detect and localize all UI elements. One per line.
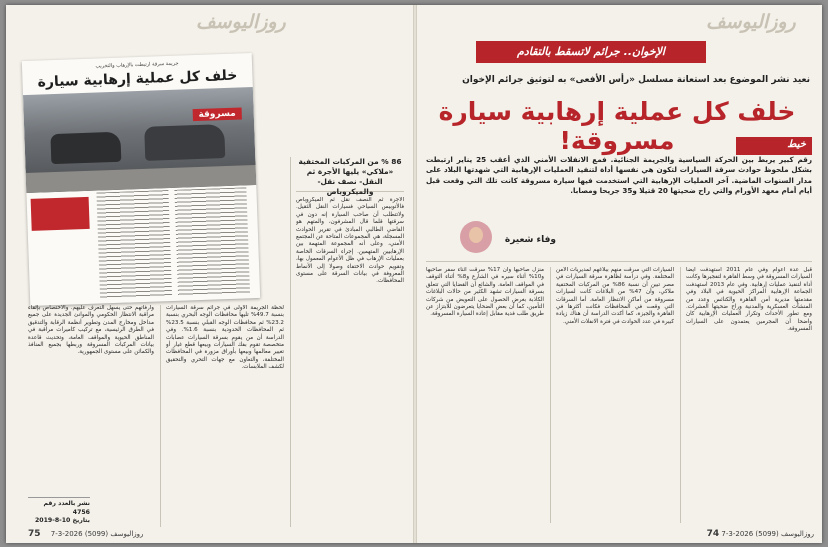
left-column-2: لحظة الجريمة الأولى في جرائم سرقة السيارات بنسبة 49.7% تليها محافظات الوجه البحري بنسبة 23.2% ثم محافظات الوجه القبلي بنسبة 23.5% ثم المحافظات الحدودية بنسبة 1.6%. وفي الدراسة أن من يقوم بسرقة السيارات عصابات متخصصة تقوم بفك السيارات وبيعها قطع غيار أو تغيير معالمها وبيعها بأوراق مزورة في المحافظات المختلفة، والتعاون مع جهات التحري والتحقيق لكشف الملابسات.	[166, 305, 284, 371]
author-name: وفاء شعيرة	[504, 235, 556, 245]
right-column-3: منزل صاحبها وأن 17% سرقت أثناء سفر صاحبها و10% أثناء سيره في الشارع و8% أثناء التوقف في المواقف العامة. والشائع أن القضايا التي تتعلق بسرقة السيارات تشهد الكثير من حالات البلاغات الكاذبة بغرض الحصول على التعويض من شركات التأمين، كما أن بعض الضحايا يتعرضون للابتزاز عن طريق طلب فدية مقابل إعادة السيارة المسروقة.	[426, 267, 544, 318]
byline-divider	[426, 261, 812, 262]
author-photo	[460, 221, 492, 253]
right-footer-text: روزاليوسف (5099) 2026-3-7	[721, 530, 814, 538]
clipping-text-column	[174, 187, 250, 295]
page-number-right: 74	[706, 529, 720, 539]
clipping-text-column	[96, 190, 172, 298]
right-column-1: قبل عدة أعوام وفي عام 2011 استهدفت أيضا السيارات المسروقة في وسط القاهرة لتفجيرها وكانت أداة لتنفيذ عمليات إرهابية. وفي عام 2013 استهدفت الجماعة الإرهابية المراكز الحيوية في البلاد وفي مقدمتها مديرية أمن القاهرة والكنائس وعدد من المنشآت العسكرية والمدنية وراح ضحيتها العشرات. ومع تطور الأحداث وتكرار العمليات الإرهابية كان واضحا أن المجرمين يعتمدون على السيارات المسروقة.	[686, 267, 812, 333]
magazine-spread	[6, 5, 822, 543]
issue-info	[28, 497, 90, 526]
clipping-kicker: جريمة سرقة ارتبطت بالإرهاب والتخريب	[95, 60, 179, 70]
highlight-line-1: 86 % من المركبات المختفية	[298, 157, 402, 166]
highlight-line-2: «ملاكي» يليها الأجرة ثم	[306, 167, 394, 176]
highlight-line-3: النقل- نصف نقل- والميكروباص	[317, 177, 383, 196]
article-tag	[736, 137, 812, 155]
left-page-footer	[28, 529, 398, 541]
magazine-logo: روزاليوسف	[196, 11, 286, 33]
clipping-red-label: مسروقة	[192, 107, 242, 121]
left-column-1: الأجرة ثم النصف نقل ثم الميكروباص فالأتوبيس السياحي فسيارات النقل الثقيل. ولاتتطلب أن صاحب السيارة إنه دون في سرقتها قلما قال المشرفون، والمتهم هو القاضي الطالبي المبادئ في تقرير الحوادث المسجلة، هي المجموعات المتاحة عن المجتمع الأمني، وعلى أنه المجموعة المتهمة بين الإرهابيين المتهمين. إجراء السرقات الخاصة بعمليات الإرهاب في ظل الأعوام المعمول بها، وتقويم حوادث الاختفاء وصولا إلى الأنماط المعروفة في بيانات السرقة على مستوى المحافظات.	[296, 197, 404, 285]
article-lead: رقم كبير يربط بين الحركة السياسية والجريمة الجنائية. فمع الانفلات الأمني الذي أعقب 25 يناير ارتبطت بشكل ملحوظ حوادث سرقة السيارات لتكون هي نفسها أداة لتنفيذ العمليات الإرهابية التي شهدتها البلاد على مدار السنوات الماضية. آخر العمليات الإرهابية التي استخدمت فيها سيارة مسروقة كانت تلك التي وقعت قبل أيام أمام معهد الأورام والتي راح ضحيتها 20 قتيلا و35 جريحا ومصابا.	[426, 155, 812, 196]
original-article-clipping	[22, 53, 260, 306]
right-column-2: السيارات التي سرقت منهم ببلاغهم لمديريات الأمن المختلفة. وفي دراسة لظاهرة سرقة السيارات في مصر تبين أن نسبة 86% من المركبات المختفية ملاكي، وأن 47% من البلاغات كانت لسيارات مسروقة من أماكن الانتظار العامة. أما السرقات التي وقعت في المحافظات فكانت أكثرها في القاهرة والجيزة، كما أكدت الدراسة أن هناك زيادة كبيرة في عدد الحوادث في فترة الانفلات الأمني.	[556, 267, 674, 325]
spread-gutter	[413, 5, 417, 543]
author-byline	[424, 219, 564, 259]
clipping-red-box	[31, 197, 90, 231]
column-divider	[680, 267, 681, 523]
column-divider	[290, 157, 291, 527]
burned-cars-photo	[23, 87, 256, 193]
issue-date: بتاريخ 10-8-2019	[35, 517, 90, 524]
article-headline: خلف كل عملية إرهابية سيارة مسروقة!	[438, 97, 796, 155]
left-footer-text: روزاليوسف (5099) 2026-3-7	[50, 530, 144, 538]
section-banner: الإخوان.. جرائم لاتسقط بالتقادم	[476, 41, 706, 63]
clipping-headline: خلف كل عملية إرهابية سيارة	[37, 67, 238, 91]
issue-number: نشر بالعدد رقم 4756	[43, 500, 90, 516]
magazine-logo-right: روزاليوسف	[706, 11, 796, 33]
car-wreck	[50, 132, 121, 164]
article-tag-label: خيط	[787, 139, 806, 150]
left-page-header	[6, 5, 413, 53]
car-wreck	[144, 124, 225, 161]
left-column-3: وأرفاتهم حتى يسهل التعرف عليهم. والاختصاص بإلقاء مراقبة الانتظار الحكومي والموانئ الجديدة على جميع مداخل ومخارج المدن وتطوير أنظمة الرقابة والتدقيق في الطرق الرئيسية، مع تركيب كاميرات مراقبة في المناطق الحيوية والمواقف العامة، وتحديث قاعدة بيانات المركبات المسروقة وربطها بجميع المنافذ والكمائن على مستوى الجمهورية.	[28, 305, 154, 356]
column-divider	[550, 267, 551, 523]
right-page-footer	[426, 529, 814, 541]
column-divider	[160, 305, 161, 527]
highlight-box	[296, 157, 404, 196]
article-kicker: نعيد نشر الموضوع بعد استعانة مسلسل «رأس الأفعى» به لتوثيق جرائم الإخوان	[462, 75, 810, 85]
page-number-left: 75	[28, 529, 41, 539]
